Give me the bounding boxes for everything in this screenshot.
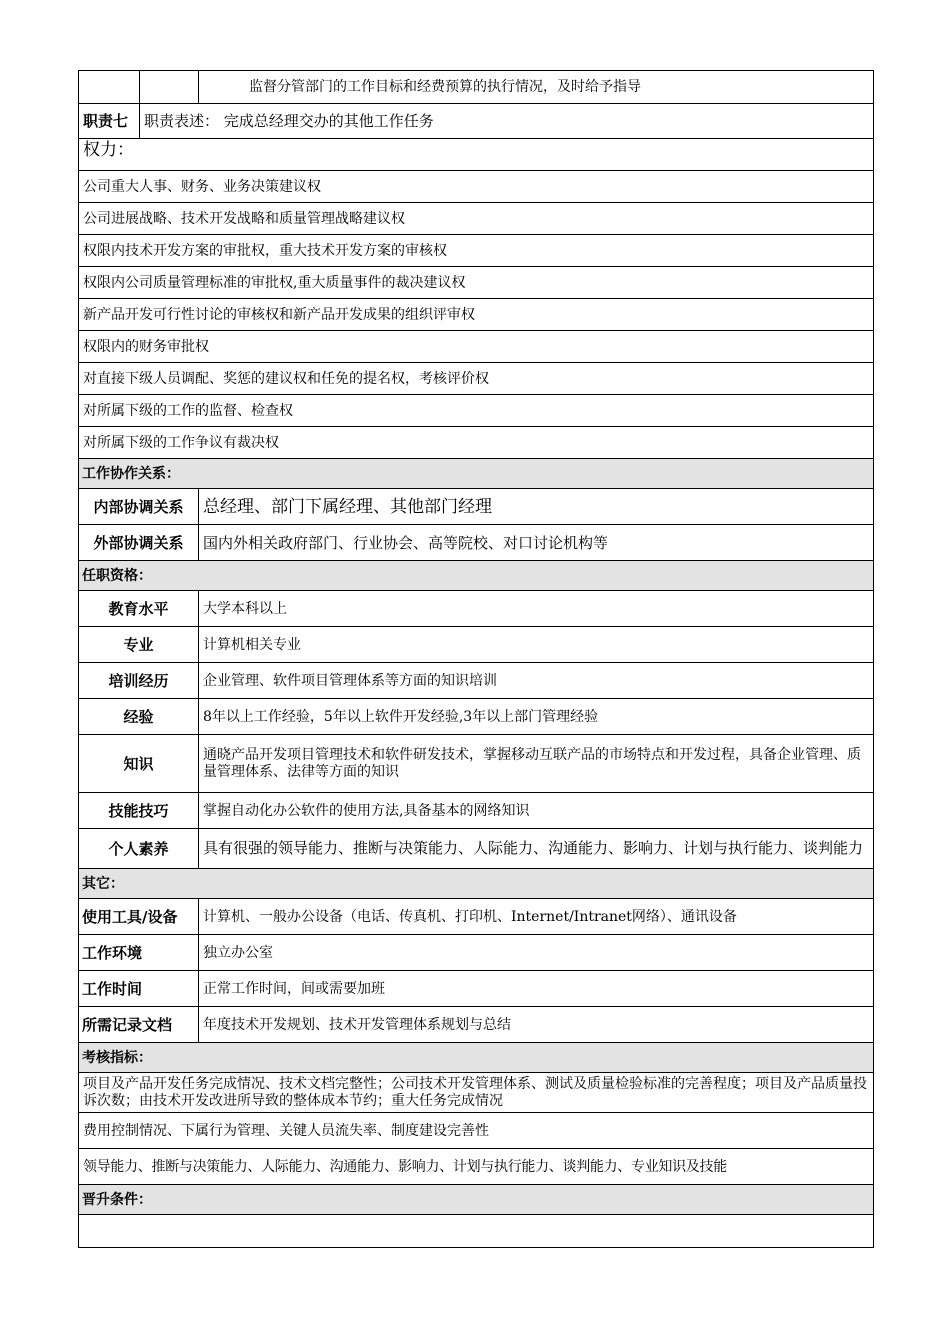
authority-item: 权限内公司质量管理标准的审批权,重大质量事件的裁决建议权	[79, 267, 874, 299]
assessment-heading-row	[79, 1043, 874, 1073]
authority-heading: 权力：	[79, 139, 874, 171]
other-value: 正常工作时间，间或需要加班	[199, 971, 874, 1007]
qualification-label: 培训经历	[79, 663, 199, 699]
assessment-item: 领导能力、推断与决策能力、人际能力、沟通能力、影响力、计划与执行能力、谈判能力、专业知识及技能	[79, 1149, 874, 1185]
duty-seven-text: 职责表述： 完成总经理交办的其他工作任务	[140, 104, 874, 139]
cooperation-row	[79, 525, 874, 561]
job-description-document	[78, 70, 873, 1248]
other-label: 使用工具/设备	[79, 899, 199, 935]
cooperation-row	[79, 489, 874, 525]
assessment-row	[79, 1149, 874, 1185]
cooperation-heading-row	[79, 459, 874, 489]
other-label: 所需记录文档	[79, 1007, 199, 1043]
assessment-item: 费用控制情况、下属行为管理、关键人员流失率、制度建设完善性	[79, 1113, 874, 1149]
other-row	[79, 1007, 874, 1043]
other-row	[79, 971, 874, 1007]
qualification-value: 8年以上工作经验，5年以上软件开发经验,3年以上部门管理经验	[199, 699, 874, 735]
promotion-heading: 晋升条件：	[79, 1185, 874, 1215]
assessment-row	[79, 1113, 874, 1149]
duty-row-continued	[79, 71, 874, 104]
authority-item: 公司进展战略、技术开发战略和质量管理战略建议权	[79, 203, 874, 235]
cooperation-value: 国内外相关政府部门、行业协会、高等院校、对口讨论机构等	[199, 525, 874, 561]
assessment-row	[79, 1073, 874, 1113]
authority-item: 对所属下级的工作的监督、检查权	[79, 395, 874, 427]
qualification-row	[79, 663, 874, 699]
qualification-value: 具有很强的领导能力、推断与决策能力、人际能力、沟通能力、影响力、计划与执行能力、谈判能力	[199, 829, 874, 869]
other-row	[79, 935, 874, 971]
duty-row-seven	[79, 104, 874, 139]
other-label: 工作环境	[79, 935, 199, 971]
qualification-value: 大学本科以上	[199, 591, 874, 627]
qualification-value: 掌握自动化办公软件的使用方法,具备基本的网络知识	[199, 793, 874, 829]
qualification-label: 知识	[79, 735, 199, 793]
qualification-value: 企业管理、软件项目管理体系等方面的知识培训	[199, 663, 874, 699]
authority-heading-row	[79, 139, 874, 171]
qualification-value: 通晓产品开发项目管理技术和软件研发技术，掌握移动互联产品的市场特点和开发过程，具备企业管理、质量管理体系、法律等方面的知识	[199, 735, 874, 793]
qualification-value: 计算机相关专业	[199, 627, 874, 663]
qualification-label: 经验	[79, 699, 199, 735]
assessment-item: 项目及产品开发任务完成情况、技术文档完整性；公司技术开发管理体系、测试及质量检验标准的完善程度；项目及产品质量投诉次数；由技术开发改进所导致的整体成本节约；重大任务完成情况	[79, 1073, 874, 1113]
qualifications-heading: 任职资格：	[79, 561, 874, 591]
qualification-row	[79, 735, 874, 793]
duty-text: 监督分管部门的工作目标和经费预算的执行情况，及时给予指导	[199, 71, 874, 104]
cooperation-heading: 工作协作关系：	[79, 459, 874, 489]
duty-label-cell	[79, 71, 140, 104]
qualification-row	[79, 627, 874, 663]
qualification-label: 教育水平	[79, 591, 199, 627]
other-value: 年度技术开发规划、技术开发管理体系规划与总结	[199, 1007, 874, 1043]
authority-item: 对直接下级人员调配、奖惩的建议权和任免的提名权，考核评价权	[79, 363, 874, 395]
other-heading: 其它：	[79, 869, 874, 899]
qualifications-heading-row	[79, 561, 874, 591]
qualification-label: 个人素养	[79, 829, 199, 869]
qualification-row	[79, 793, 874, 829]
other-heading-row	[79, 869, 874, 899]
promotion-body	[79, 1215, 874, 1248]
other-value: 计算机、一般办公设备（电话、传真机、打印机、Internet/Intranet网络）、通讯设备	[199, 899, 874, 935]
qualification-label: 技能技巧	[79, 793, 199, 829]
qualification-row	[79, 829, 874, 869]
other-label: 工作时间	[79, 971, 199, 1007]
cooperation-label: 内部协调关系	[79, 489, 199, 525]
duty-sub-cell	[140, 71, 199, 104]
assessment-heading: 考核指标：	[79, 1043, 874, 1073]
authority-item: 权限内技术开发方案的审批权，重大技术开发方案的审核权	[79, 235, 874, 267]
other-row	[79, 899, 874, 935]
cooperation-value: 总经理、部门下属经理、其他部门经理	[199, 489, 874, 525]
other-value: 独立办公室	[199, 935, 874, 971]
cooperation-label: 外部协调关系	[79, 525, 199, 561]
authority-item: 对所属下级的工作争议有裁决权	[79, 427, 874, 459]
duty-seven-label: 职责七	[79, 104, 140, 139]
authority-item: 权限内的财务审批权	[79, 331, 874, 363]
qualification-label: 专业	[79, 627, 199, 663]
qualification-row	[79, 699, 874, 735]
qualification-row	[79, 591, 874, 627]
job-description-table	[78, 70, 874, 1248]
authority-item: 公司重大人事、财务、业务决策建议权	[79, 171, 874, 203]
authority-item: 新产品开发可行性讨论的审核权和新产品开发成果的组织评审权	[79, 299, 874, 331]
promotion-body-row	[79, 1215, 874, 1248]
promotion-heading-row	[79, 1185, 874, 1215]
